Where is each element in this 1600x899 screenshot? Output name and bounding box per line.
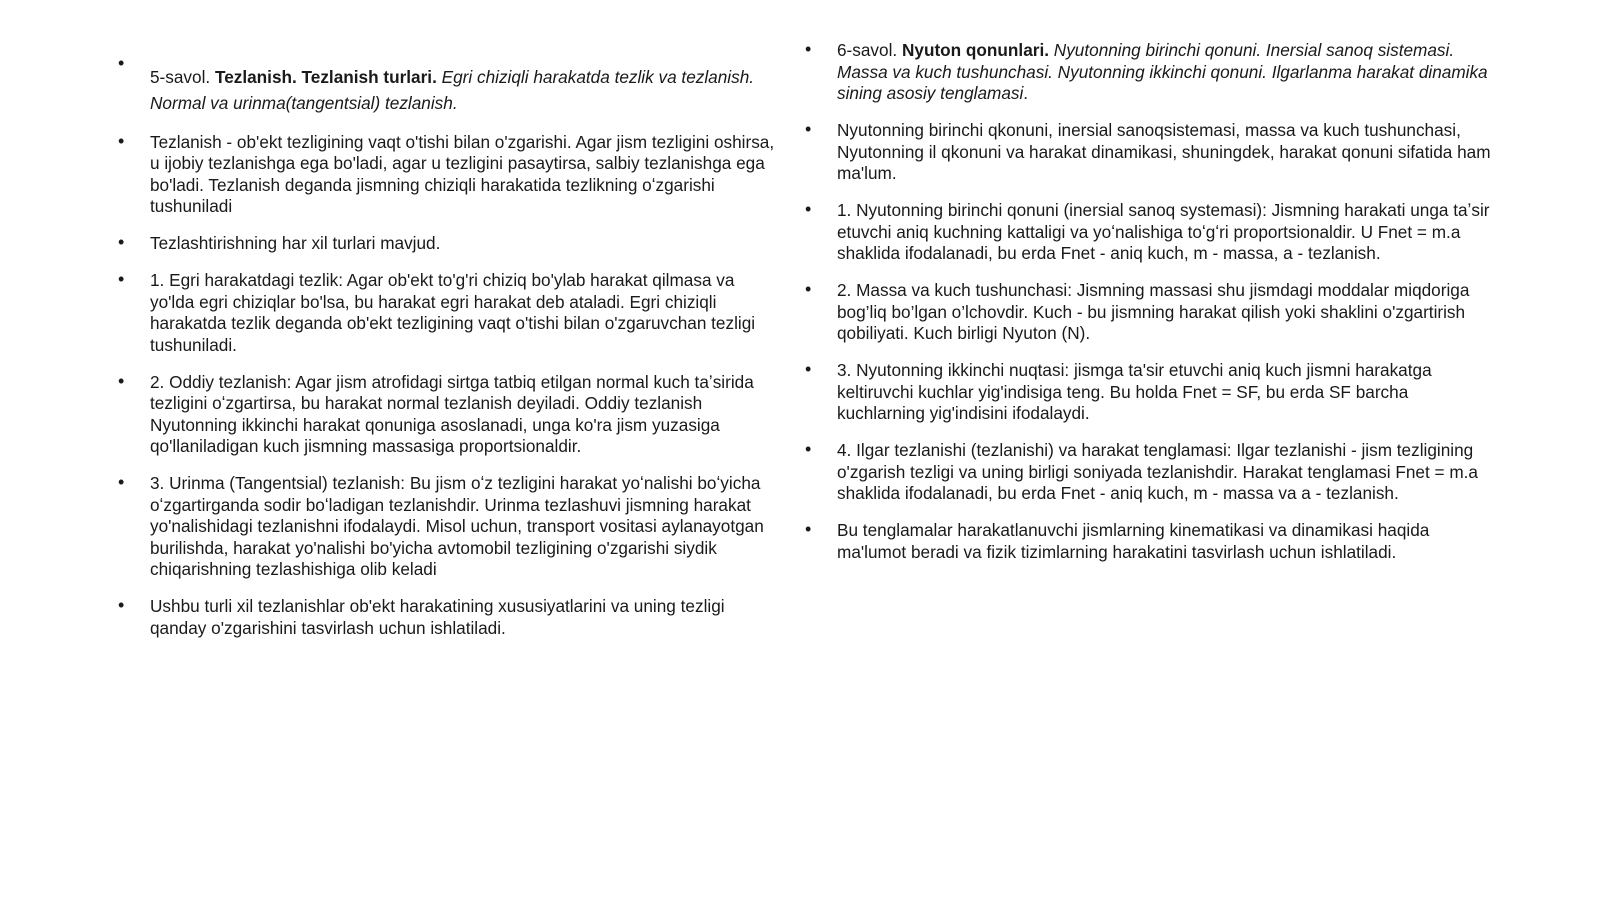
- right-bullet-list: [805, 40, 1495, 563]
- right-list-item: • Bu tenglamalar harakatlanuvchi jismlarning kinematikasi va dinamikasi haqida ma'lumot beradi va fizik tizimlarning harakatini tasvirlash uchun ishlatiladi.: [805, 520, 1495, 563]
- left-list-item: • 1. Egri harakatdagi tezlik: Agar ob'ekt to'g'ri chiziq bo'ylab harakat qilmasa va yo'lda egri chiziqlar bo'lsa, bu harakat egri harakat deb ataladi. Egri chiziqli harakatda tezlik deganda ob'ekt tezligining vaqt o'tishi bilan o'zgaruvchan tezligi tushuniladi.: [118, 270, 783, 356]
- left-heading-bold: Tezlanish. Tezlanish turlari.: [214, 67, 437, 87]
- right-heading-suffix: .: [1023, 83, 1029, 103]
- left-column: [118, 52, 783, 655]
- left-bullet-list: [118, 52, 783, 639]
- right-list-item: • 1. Nyutonning birinchi qonuni (inersial sanoq systemasi): Jismning harakati unga taʼsir etuvchi aniq kuchning kattaligi va yoʻnalishiga toʻgʻri proportsionaldir. U Fnet = m.a shaklida ifodalanadi, bu erda Fnet - aniq kuch, m - massa, a - tezlanish.: [805, 200, 1495, 265]
- left-list-item: • Tezlanish - ob'ekt tezligining vaqt o'tishi bilan o'zgarishi. Agar jism tezligini oshirsa, u ijobiy tezlanishga ega bo'ladi, agar u tezligini pasaytirsa, salbiy tezlanishga ega bo'ladi. Tezlanish deganda jismning chiziqli harakatida tezlikning oʻzgarishi tushuniladi: [118, 132, 783, 218]
- right-column: [805, 40, 1495, 579]
- left-list-item: • 2. Oddiy tezlanish: Agar jism atrofidagi sirtga tatbiq etilgan normal kuch taʼsirida tezligini oʻzgartirsa, bu harakat normal tezlanish deyiladi. Oddiy tezlanish Nyutonning ikkinchi harakat qonuniga asoslanadi, unga ko'ra jism yuzasiga qo'llaniladigan kuch jismning massasiga proportsionaldir.: [118, 372, 783, 458]
- left-list-item: • 3. Urinma (Tangentsial) tezlanish: Bu jism oʻz tezligini harakat yoʻnalishi boʻyicha oʻzgartirganda sodir boʻladigan tezlanishdir. Urinma tezlashuvi jismning harakat yo'nalishidagi tezlanishni ifodalaydi. Misol uchun, transport vositasi aylanayotgan burilishda, harakat yo'nalishi bo'yicha avtomobil tezligining o'zgarishi siydik chiqarishning tezlashishiga olib keladi: [118, 473, 783, 581]
- left-heading-prefix: 5-savol.: [150, 67, 215, 87]
- right-heading-item: [805, 40, 1495, 105]
- left-heading-item: [118, 52, 783, 116]
- left-heading-italic: Egri chiziqli harakatda tezlik va tezlanish. Normal va urinma(tangentsial) tezlanish.: [150, 67, 755, 113]
- right-heading-italic: Nyutonning birinchi qonuni. Inersial sanoq sistemasi. Massa va kuch tushunchasi. Nyutonning ikkinchi qonuni. Ilgarlanma harakat dinamika sining asosiy tenglamasi: [837, 40, 1488, 103]
- left-list-item: • Tezlashtirishning har xil turlari mavjud.: [118, 233, 783, 255]
- right-list-item: • Nyutonning birinchi qkonuni, inersial sanoqsistemasi, massa va kuch tushunchasi, Nyutonning il qkonuni va harakat dinamikasi, shuningdek, harakat qonuni sifatida ham ma'lum.: [805, 120, 1495, 185]
- right-list-item: • 2. Massa va kuch tushunchasi: Jismning massasi shu jismdagi moddalar miqdoriga bog’liq bo’lgan o’lchovdir. Kuch - bu jismning harakat qilish yoki shaklini o'zgartirish qobiliyati. Kuch birligi Nyuton (N).: [805, 280, 1495, 345]
- right-list-item: • 3. Nyutonning ikkinchi nuqtasi: jismga ta'sir etuvchi aniq kuch jismni harakatga keltiruvchi kuchlar yig'indisiga teng. Bu holda Fnet = SF, bu erda SF barcha kuchlarning yig'indisini ifodalaydi.: [805, 360, 1495, 425]
- right-heading-bold: Nyuton qonunlari.: [901, 40, 1050, 60]
- right-list-item: • 4. Ilgar tezlanishi (tezlanishi) va harakat tenglamasi: Ilgar tezlanishi - jism tezligining o'zgarish tezligi va uning birligi soniyada tezlanishdir. Harakat tenglamasi Fnet = m.a shaklida ifodalanadi, bu erda Fnet - aniq kuch, m - massa va a - tezlanish.: [805, 440, 1495, 505]
- right-heading-prefix: 6-savol.: [837, 40, 902, 60]
- left-list-item: • Ushbu turli xil tezlanishlar ob'ekt harakatining xususiyatlarini va uning tezligi qanday o'zgarishini tasvirlash uchun ishlatiladi.: [118, 596, 783, 639]
